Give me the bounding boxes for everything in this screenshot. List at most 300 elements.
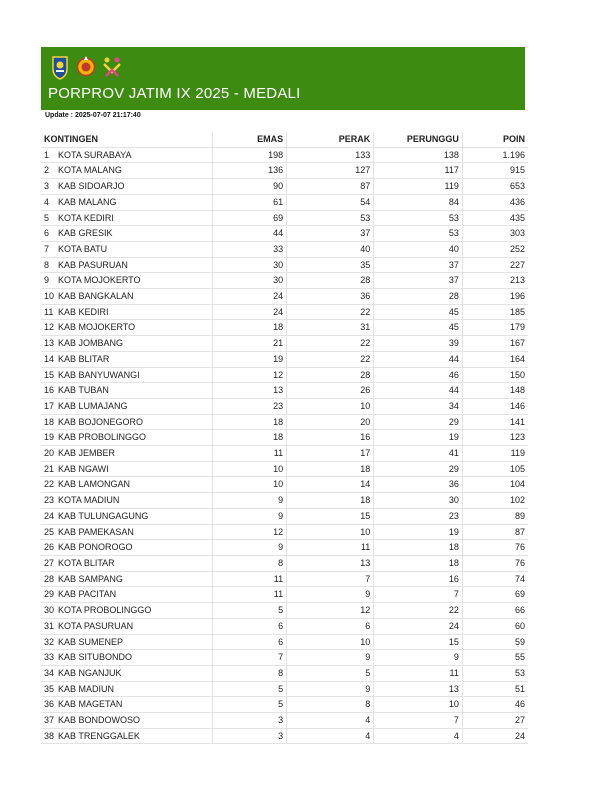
- rank-number: 4: [44, 196, 50, 207]
- points-value: 66: [462, 603, 528, 619]
- rank-number: 32: [44, 636, 55, 647]
- jatim-crest-icon: [50, 54, 70, 80]
- gold-count: 21: [213, 336, 287, 352]
- silver-count: 13: [287, 555, 374, 571]
- bronze-count: 19: [374, 524, 463, 540]
- rank-number: 34: [44, 667, 55, 678]
- points-value: 252: [462, 241, 528, 257]
- contingent-name: KAB PACITAN: [58, 589, 117, 600]
- silver-count: 5: [287, 665, 374, 681]
- rank-number: 8: [44, 259, 50, 270]
- contingent-cell: [41, 147, 213, 163]
- bronze-count: 28: [374, 289, 463, 305]
- rank-number: 9: [44, 275, 50, 286]
- points-value: 196: [462, 289, 528, 305]
- table-row: [41, 461, 528, 477]
- silver-count: 12: [287, 603, 374, 619]
- rank-number: 6: [44, 228, 50, 239]
- bronze-count: 41: [374, 446, 463, 462]
- gold-count: 10: [213, 461, 287, 477]
- table-row: [41, 304, 528, 320]
- silver-count: 40: [287, 241, 374, 257]
- gold-count: 13: [213, 383, 287, 399]
- points-value: 59: [462, 634, 528, 650]
- contingent-name: KAB NGANJUK: [58, 667, 122, 678]
- gold-count: 11: [213, 571, 287, 587]
- points-value: 227: [462, 257, 528, 273]
- bronze-count: 24: [374, 618, 463, 634]
- points-value: 76: [462, 555, 528, 571]
- contingent-cell: [41, 430, 213, 446]
- gold-count: 198: [213, 147, 287, 163]
- rank-number: 5: [44, 212, 50, 223]
- points-value: 653: [462, 179, 528, 195]
- contingent-cell: [41, 414, 213, 430]
- points-value: 213: [462, 273, 528, 289]
- header-poin: POIN: [462, 132, 528, 147]
- rank-number: 24: [44, 510, 55, 521]
- contingent-cell: [41, 304, 213, 320]
- contingent-cell: [41, 697, 213, 713]
- silver-count: 20: [287, 414, 374, 430]
- silver-count: 18: [287, 493, 374, 509]
- contingent-cell: [41, 728, 213, 744]
- contingent-name: KAB LAMONGAN: [58, 479, 131, 490]
- points-value: 123: [462, 430, 528, 446]
- silver-count: 9: [287, 650, 374, 666]
- gold-count: 6: [213, 618, 287, 634]
- points-value: 69: [462, 587, 528, 603]
- rank-number: 17: [44, 400, 55, 411]
- silver-count: 6: [287, 618, 374, 634]
- contingent-name: KAB PROBOLINGGO: [58, 432, 147, 443]
- silver-count: 53: [287, 210, 374, 226]
- header-emas: EMAS: [213, 132, 287, 147]
- bronze-count: 10: [374, 697, 463, 713]
- silver-count: 4: [287, 728, 374, 744]
- silver-count: 28: [287, 273, 374, 289]
- contingent-cell: [41, 634, 213, 650]
- table-row: [41, 147, 528, 163]
- contingent-name: KOTA MADIUN: [58, 495, 120, 506]
- points-value: 435: [462, 210, 528, 226]
- table-row: [41, 446, 528, 462]
- contingent-name: KOTA PASURUAN: [58, 620, 134, 631]
- contingent-name: KAB TRENGGALEK: [58, 730, 140, 741]
- bronze-count: 9: [374, 650, 463, 666]
- gold-count: 8: [213, 665, 287, 681]
- rank-number: 35: [44, 683, 55, 694]
- table-row: [41, 336, 528, 352]
- contingent-name: KAB BOJONEGORO: [58, 416, 144, 427]
- gold-count: 5: [213, 681, 287, 697]
- gold-count: 9: [213, 493, 287, 509]
- points-value: 76: [462, 540, 528, 556]
- silver-count: 14: [287, 477, 374, 493]
- points-value: 51: [462, 681, 528, 697]
- bronze-count: 44: [374, 351, 463, 367]
- bronze-count: 44: [374, 383, 463, 399]
- silver-count: 133: [287, 147, 374, 163]
- logo-group: [50, 54, 122, 80]
- gold-count: 30: [213, 273, 287, 289]
- silver-count: 18: [287, 461, 374, 477]
- contingent-name: KAB LUMAJANG: [58, 400, 128, 411]
- contingent-cell: [41, 241, 213, 257]
- contingent-cell: [41, 367, 213, 383]
- contingent-name: KAB NGAWI: [58, 463, 109, 474]
- contingent-name: KAB MAGETAN: [58, 699, 123, 710]
- contingent-cell: [41, 571, 213, 587]
- mascot-figures-icon: [102, 54, 122, 80]
- table-row: [41, 414, 528, 430]
- contingent-name: KOTA PROBOLINGGO: [58, 605, 152, 616]
- contingent-cell: [41, 163, 213, 179]
- gold-count: 3: [213, 728, 287, 744]
- points-value: 74: [462, 571, 528, 587]
- rank-number: 23: [44, 495, 55, 506]
- rank-number: 25: [44, 526, 55, 537]
- rank-number: 10: [44, 291, 55, 302]
- gold-count: 11: [213, 446, 287, 462]
- silver-count: 10: [287, 634, 374, 650]
- contingent-name: KAB JOMBANG: [58, 338, 124, 349]
- contingent-cell: [41, 587, 213, 603]
- points-value: 303: [462, 226, 528, 242]
- gold-count: 33: [213, 241, 287, 257]
- silver-count: 15: [287, 508, 374, 524]
- rank-number: 37: [44, 715, 55, 726]
- rank-number: 30: [44, 605, 55, 616]
- contingent-name: KAB GRESIK: [58, 228, 113, 239]
- contingent-cell: [41, 477, 213, 493]
- contingent-cell: [41, 681, 213, 697]
- rank-number: 12: [44, 322, 55, 333]
- bronze-count: 36: [374, 477, 463, 493]
- points-value: 146: [462, 398, 528, 414]
- points-value: 60: [462, 618, 528, 634]
- contingent-name: KOTA MOJOKERTO: [58, 275, 141, 286]
- table-header-row: [41, 132, 528, 147]
- gold-count: 12: [213, 524, 287, 540]
- rank-number: 14: [44, 353, 55, 364]
- table-row: [41, 697, 528, 713]
- points-value: 185: [462, 304, 528, 320]
- contingent-cell: [41, 555, 213, 571]
- silver-count: 37: [287, 226, 374, 242]
- gold-count: 10: [213, 477, 287, 493]
- contingent-cell: [41, 461, 213, 477]
- rank-number: 27: [44, 557, 55, 568]
- contingent-cell: [41, 351, 213, 367]
- rank-number: 3: [44, 181, 50, 192]
- rank-number: 22: [44, 479, 55, 490]
- page-title: PORPROV JATIM IX 2025 - MEDALI: [48, 85, 301, 102]
- gold-count: 24: [213, 304, 287, 320]
- contingent-cell: [41, 383, 213, 399]
- rank-number: 29: [44, 589, 55, 600]
- bronze-count: 34: [374, 398, 463, 414]
- contingent-name: KAB TULUNGAGUNG: [58, 510, 149, 521]
- contingent-cell: [41, 289, 213, 305]
- silver-count: 4: [287, 713, 374, 729]
- silver-count: 8: [287, 697, 374, 713]
- gold-count: 18: [213, 430, 287, 446]
- contingent-name: KAB BANYUWANGI: [58, 369, 140, 380]
- header-banner: [41, 47, 525, 110]
- gold-count: 61: [213, 194, 287, 210]
- rank-number: 21: [44, 463, 55, 474]
- gold-count: 18: [213, 414, 287, 430]
- points-value: 102: [462, 493, 528, 509]
- contingent-name: KAB SITUBONDO: [58, 652, 133, 663]
- rank-number: 38: [44, 730, 55, 741]
- contingent-name: KAB SIDOARJO: [58, 181, 125, 192]
- table-row: [41, 634, 528, 650]
- table-row: [41, 226, 528, 242]
- silver-count: 26: [287, 383, 374, 399]
- bronze-count: 37: [374, 273, 463, 289]
- bronze-count: 119: [374, 179, 463, 195]
- bronze-count: 22: [374, 603, 463, 619]
- bronze-count: 37: [374, 257, 463, 273]
- points-value: 167: [462, 336, 528, 352]
- table-row: [41, 493, 528, 509]
- contingent-cell: [41, 179, 213, 195]
- table-row: [41, 179, 528, 195]
- contingent-name: KAB SUMENEP: [58, 636, 124, 647]
- contingent-cell: [41, 603, 213, 619]
- silver-count: 7: [287, 571, 374, 587]
- bronze-count: 18: [374, 555, 463, 571]
- contingent-name: KAB TUBAN: [58, 385, 109, 396]
- rank-number: 7: [44, 243, 50, 254]
- silver-count: 16: [287, 430, 374, 446]
- silver-count: 54: [287, 194, 374, 210]
- gold-count: 9: [213, 508, 287, 524]
- table-row: [41, 194, 528, 210]
- silver-count: 22: [287, 304, 374, 320]
- rank-number: 26: [44, 542, 55, 553]
- gold-count: 8: [213, 555, 287, 571]
- silver-count: 35: [287, 257, 374, 273]
- gold-count: 5: [213, 697, 287, 713]
- bronze-count: 45: [374, 304, 463, 320]
- points-value: 53: [462, 665, 528, 681]
- silver-count: 28: [287, 367, 374, 383]
- rank-number: 11: [44, 306, 54, 317]
- contingent-name: KAB BONDOWOSO: [58, 715, 141, 726]
- silver-count: 10: [287, 398, 374, 414]
- points-value: 27: [462, 713, 528, 729]
- bronze-count: 39: [374, 336, 463, 352]
- contingent-cell: [41, 336, 213, 352]
- points-value: 104: [462, 477, 528, 493]
- table-row: [41, 320, 528, 336]
- medal-table: [41, 132, 528, 744]
- gold-count: 3: [213, 713, 287, 729]
- contingent-cell: [41, 226, 213, 242]
- gold-count: 30: [213, 257, 287, 273]
- contingent-name: KOTA BLITAR: [58, 557, 115, 568]
- contingent-cell: [41, 665, 213, 681]
- bronze-count: 19: [374, 430, 463, 446]
- points-value: 1.196: [462, 147, 528, 163]
- silver-count: 9: [287, 681, 374, 697]
- contingent-name: KAB SAMPANG: [58, 573, 123, 584]
- points-value: 915: [462, 163, 528, 179]
- gold-count: 44: [213, 226, 287, 242]
- points-value: 141: [462, 414, 528, 430]
- table-row: [41, 351, 528, 367]
- contingent-name: KAB PONOROGO: [58, 542, 133, 553]
- header-kontingen: KONTINGEN: [41, 132, 213, 147]
- gold-count: 5: [213, 603, 287, 619]
- contingent-name: KOTA MALANG: [58, 165, 122, 176]
- contingent-cell: [41, 210, 213, 226]
- points-value: 436: [462, 194, 528, 210]
- bronze-count: 11: [374, 665, 463, 681]
- bronze-count: 7: [374, 713, 463, 729]
- table-row: [41, 210, 528, 226]
- contingent-name: KAB MOJOKERTO: [58, 322, 136, 333]
- rank-number: 36: [44, 699, 55, 710]
- silver-count: 11: [287, 540, 374, 556]
- contingent-cell: [41, 194, 213, 210]
- bronze-count: 30: [374, 493, 463, 509]
- table-row: [41, 571, 528, 587]
- bronze-count: 16: [374, 571, 463, 587]
- contingent-cell: [41, 446, 213, 462]
- points-value: 46: [462, 697, 528, 713]
- bronze-count: 29: [374, 414, 463, 430]
- table-row: [41, 524, 528, 540]
- points-value: 150: [462, 367, 528, 383]
- contingent-name: KOTA BATU: [58, 243, 108, 254]
- contingent-cell: [41, 273, 213, 289]
- contingent-cell: [41, 650, 213, 666]
- gold-count: 90: [213, 179, 287, 195]
- gold-count: 12: [213, 367, 287, 383]
- table-row: [41, 681, 528, 697]
- table-row: [41, 603, 528, 619]
- points-value: 164: [462, 351, 528, 367]
- bronze-count: 13: [374, 681, 463, 697]
- rank-number: 31: [44, 620, 55, 631]
- points-value: 105: [462, 461, 528, 477]
- table-row: [41, 163, 528, 179]
- gold-count: 6: [213, 634, 287, 650]
- silver-count: 9: [287, 587, 374, 603]
- table-row: [41, 665, 528, 681]
- points-value: 119: [462, 446, 528, 462]
- header-perunggu: PERUNGGU: [374, 132, 463, 147]
- bronze-count: 84: [374, 194, 463, 210]
- contingent-cell: [41, 508, 213, 524]
- silver-count: 127: [287, 163, 374, 179]
- gold-count: 19: [213, 351, 287, 367]
- bronze-count: 138: [374, 147, 463, 163]
- bronze-count: 7: [374, 587, 463, 603]
- gold-count: 136: [213, 163, 287, 179]
- silver-count: 31: [287, 320, 374, 336]
- table-row: [41, 398, 528, 414]
- bronze-count: 15: [374, 634, 463, 650]
- gold-count: 9: [213, 540, 287, 556]
- table-row: [41, 273, 528, 289]
- gold-count: 7: [213, 650, 287, 666]
- table-row: [41, 477, 528, 493]
- gold-count: 18: [213, 320, 287, 336]
- rank-number: 28: [44, 573, 55, 584]
- table-row: [41, 257, 528, 273]
- table-row: [41, 241, 528, 257]
- bronze-count: 117: [374, 163, 463, 179]
- points-value: 89: [462, 508, 528, 524]
- bronze-count: 53: [374, 226, 463, 242]
- contingent-cell: [41, 398, 213, 414]
- contingent-name: KAB BANGKALAN: [58, 291, 134, 302]
- bronze-count: 18: [374, 540, 463, 556]
- gold-count: 11: [213, 587, 287, 603]
- table-row: [41, 728, 528, 744]
- table-row: [41, 430, 528, 446]
- contingent-name: KAB MADIUN: [58, 683, 115, 694]
- gold-count: 69: [213, 210, 287, 226]
- rank-number: 19: [44, 432, 55, 443]
- porprov-emblem-icon: [76, 54, 96, 80]
- contingent-name: KOTA KEDIRI: [58, 212, 114, 223]
- contingent-cell: [41, 713, 213, 729]
- gold-count: 24: [213, 289, 287, 305]
- rank-number: 18: [44, 416, 55, 427]
- contingent-cell: [41, 524, 213, 540]
- contingent-name: KAB BLITAR: [58, 353, 110, 364]
- points-value: 24: [462, 728, 528, 744]
- points-value: 55: [462, 650, 528, 666]
- bronze-count: 46: [374, 367, 463, 383]
- gold-count: 23: [213, 398, 287, 414]
- header-perak: PERAK: [287, 132, 374, 147]
- table-row: [41, 508, 528, 524]
- bronze-count: 40: [374, 241, 463, 257]
- silver-count: 17: [287, 446, 374, 462]
- points-value: 179: [462, 320, 528, 336]
- table-row: [41, 555, 528, 571]
- contingent-name: KOTA SURABAYA: [58, 149, 132, 160]
- contingent-cell: [41, 320, 213, 336]
- bronze-count: 53: [374, 210, 463, 226]
- bronze-count: 4: [374, 728, 463, 744]
- points-value: 148: [462, 383, 528, 399]
- rank-number: 33: [44, 652, 55, 663]
- contingent-name: KAB PAMEKASAN: [58, 526, 134, 537]
- silver-count: 10: [287, 524, 374, 540]
- rank-number: 13: [44, 338, 55, 349]
- silver-count: 22: [287, 336, 374, 352]
- contingent-cell: [41, 540, 213, 556]
- contingent-name: KAB MALANG: [58, 196, 117, 207]
- contingent-name: KAB PASURUAN: [58, 259, 128, 270]
- table-row: [41, 650, 528, 666]
- contingent-cell: [41, 493, 213, 509]
- bronze-count: 23: [374, 508, 463, 524]
- rank-number: 16: [44, 385, 55, 396]
- points-value: 87: [462, 524, 528, 540]
- rank-number: 2: [44, 165, 50, 176]
- silver-count: 22: [287, 351, 374, 367]
- rank-number: 15: [44, 369, 55, 380]
